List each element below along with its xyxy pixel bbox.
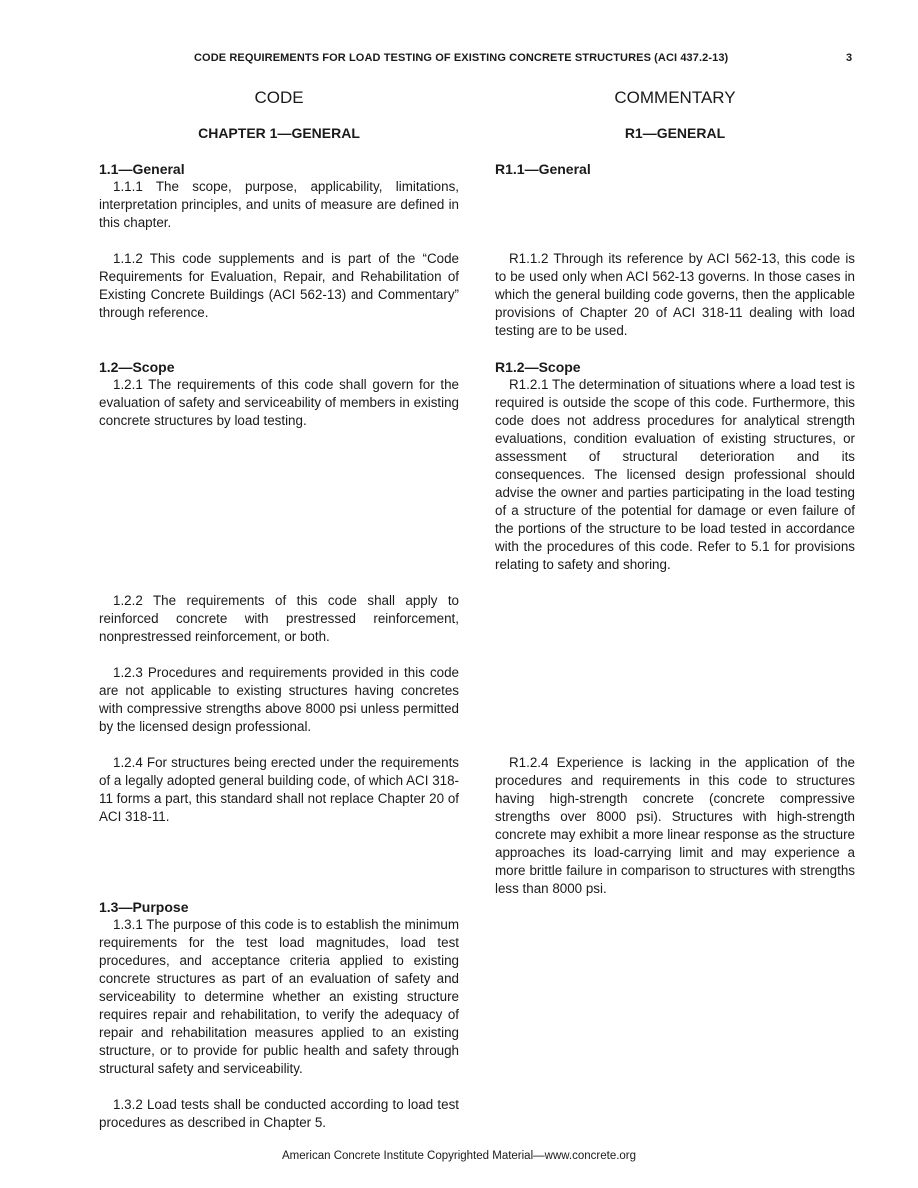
code-paragraph-1-1-1: 1.1.1 The scope, purpose, applicability, limitations, interpretation principles, and units of measure are defined in this chapter.	[99, 179, 459, 230]
code-paragraph-1-1-2: 1.1.2 This code supplements and is part of the “Code Requirements for Evaluation, Repair, and Rehabilitation of Existing Concrete Buildings (ACI 562-13) and Commentary” through reference.	[99, 251, 459, 320]
copyright-footer: American Concrete Institute Copyrighted Material—www.concrete.org	[281, 1150, 637, 1162]
section-heading-1-2: 1.2—Scope	[99, 359, 175, 375]
commentary-column-heading: COMMENTARY	[614, 88, 736, 107]
section-heading-1-3: 1.3—Purpose	[99, 899, 189, 915]
commentary-paragraph-r1-1-2: R1.1.2 Through its reference by ACI 562-13, this code is to be used only when ACI 562-13 governs. In those cases in which the general building code governs, then the applicable provisions of Chapter 20 of ACI 318-11 dealing with load testing are to be used.	[495, 251, 855, 338]
commentary-chapter-title: R1—GENERAL	[624, 125, 726, 141]
code-paragraph-1-2-1: 1.2.1 The requirements of this code shall govern for the evaluation of safety and serviceability of members in existing concrete structures by load testing.	[99, 377, 459, 428]
code-chapter-title: CHAPTER 1—GENERAL	[198, 125, 360, 141]
running-header-title: CODE REQUIREMENTS FOR LOAD TESTING OF EXISTING CONCRETE STRUCTURES (ACI 437.2-13)	[194, 52, 729, 64]
code-paragraph-1-2-4: 1.2.4 For structures being erected under the requirements of a legally adopted general building code, of which ACI 318-11 forms a part, this standard shall not replace Chapter 20 of ACI 318-11.	[99, 755, 459, 824]
commentary-heading-r1-1: R1.1—General	[495, 161, 591, 177]
code-paragraph-1-2-3: 1.2.3 Procedures and requirements provided in this code are not applicable to existing structures having concretes with compressive strengths above 8000 psi unless permitted by the licensed design professional.	[99, 665, 459, 734]
code-paragraph-1-2-2: 1.2.2 The requirements of this code shall apply to reinforced concrete with prestressed reinforcement, nonprestressed reinforcement, or both.	[99, 593, 459, 644]
page-number: 3	[846, 52, 853, 64]
code-paragraph-1-3-2: 1.3.2 Load tests shall be conducted according to load test procedures as described in Chapter 5.	[99, 1097, 459, 1130]
code-column-heading: CODE	[254, 88, 304, 107]
commentary-paragraph-r1-2-4: R1.2.4 Experience is lacking in the application of the procedures and requirements in this code to structures having high-strength concrete (concrete compressive strengths over 8000 psi). Structures with high-strength concrete may exhibit a more linear response as the structure approaches its load-carrying limit and may experience a more brittle failure in comparison to structures with strengths less than 8000 psi.	[495, 755, 855, 896]
section-heading-1-1: 1.1—General	[99, 161, 185, 177]
code-paragraph-1-3-1: 1.3.1 The purpose of this code is to establish the minimum requirements for the test load magnitudes, load test procedures, and acceptance criteria applied to existing concrete structures as part of an evaluation of safety and serviceability to determine whether an existing structure requires repair and rehabilitation, to verify the adequacy of repair and rehabilitation measures applied to an existing structure, or to provide for public health and safety through structural safety and serviceability.	[99, 917, 459, 1076]
commentary-paragraph-r1-2-1: R1.2.1 The determination of situations where a load test is required is outside the scope of this code. Furthermore, this code does not address procedures for analytical strength evaluations, condition evaluation of existing structures, or assessment of structural deterioration and its consequences. The licensed design professional should advise the owner and parties participating in the load testing of a structure of the potential for damage or even failure of the portions of the structure to be load tested in accordance with the procedures of this code. Refer to 5.1 for provisions relating to safety and shoring.	[495, 377, 855, 572]
commentary-heading-r1-2: R1.2—Scope	[495, 359, 581, 375]
